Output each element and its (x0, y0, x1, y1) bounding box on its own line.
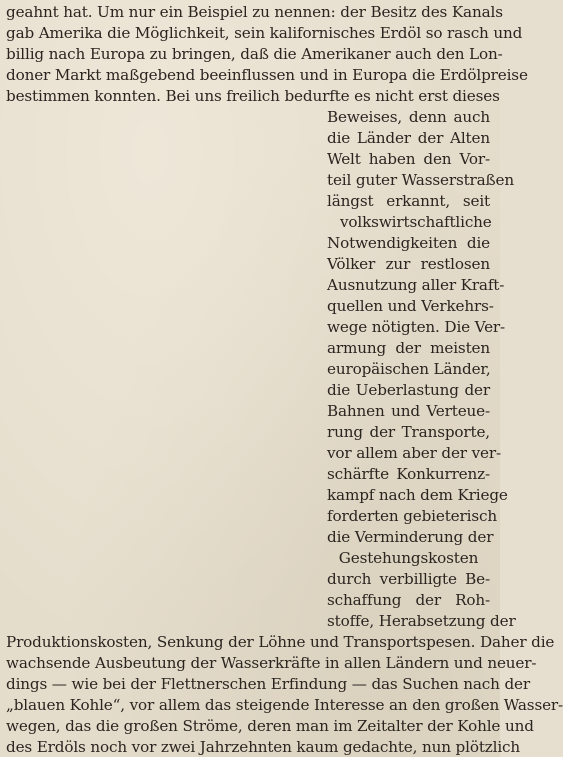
text-line: kampf nach dem Kriege (327, 486, 508, 504)
text-line: europäischen Länder, (327, 360, 491, 378)
text-line: dings — wie bei der Flettnerschen Erfindung — das Suchen nach der (6, 675, 530, 693)
text-line: des Erdöls noch vor zwei Jahrzehnten kaum gedachte, nun plötzlich (6, 738, 521, 756)
text-line: billig nach Europa zu bringen, daß die Amerikaner auch den Lon- (6, 45, 503, 63)
text-line: bestimmen konnten. Bei uns freilich bedurfte es nicht erst dieses (6, 87, 500, 105)
text-line: Ausnutzung aller Kraft- (327, 276, 505, 294)
text-line: durch verbilligte Be- (327, 570, 490, 588)
text-line: rung der Transporte, (327, 423, 490, 441)
text-line: volkswirtschaftliche (340, 213, 492, 231)
text-line: Beweises, denn auch (327, 108, 490, 126)
text-line: armung der meisten (327, 339, 490, 357)
text-line: vor allem aber der ver- (327, 444, 501, 462)
text-line: die Verminderung der (327, 528, 494, 546)
text-line: forderten gebieterisch (327, 507, 497, 525)
text-line: die Ueberlastung der (327, 381, 490, 399)
text-line: stoffe, Herabsetzung der (327, 612, 516, 630)
text-line: schärfte Konkurrenz- (327, 465, 490, 483)
text-line: gab Amerika die Möglichkeit, sein kalifornisches Erdöl so rasch und (6, 24, 523, 42)
text-line: teil guter Wasserstraßen (327, 171, 515, 189)
text-line: Gestehungskosten (338, 549, 479, 567)
text-line: „blauen Kohle“, vor allem das steigende Interesse an den großen Wasser- (6, 696, 563, 714)
text-line: die Länder der Alten (327, 129, 490, 147)
text-line: Völker zur restlosen (327, 255, 490, 273)
text-line: Produktionskosten, Senkung der Löhne und Transportspesen. Daher die (6, 633, 555, 651)
text-line: wege nötigten. Die Ver- (327, 318, 506, 336)
text-line: quellen und Verkehrs- (327, 297, 494, 315)
text-line: wachsende Ausbeutung der Wasserkräfte in allen Ländern und neuer- (6, 654, 537, 672)
figure-space (6, 102, 318, 580)
text-line: doner Markt maßgebend beeinflussen und in Europa die Erdölpreise (6, 66, 528, 84)
text-line: Bahnen und Verteue- (327, 402, 490, 420)
text-line: Welt haben den Vor- (327, 150, 490, 168)
text-line: längst erkannt, seit (327, 192, 490, 210)
text-line: Notwendigkeiten die (327, 234, 490, 252)
text-line: geahnt hat. Um nur ein Beispiel zu nennen: der Besitz des Kanals (6, 3, 503, 21)
text-line: schaffung der Roh- (327, 591, 490, 609)
text-line: wegen, das die großen Ströme, deren man im Zeitalter der Kohle und (6, 717, 534, 735)
